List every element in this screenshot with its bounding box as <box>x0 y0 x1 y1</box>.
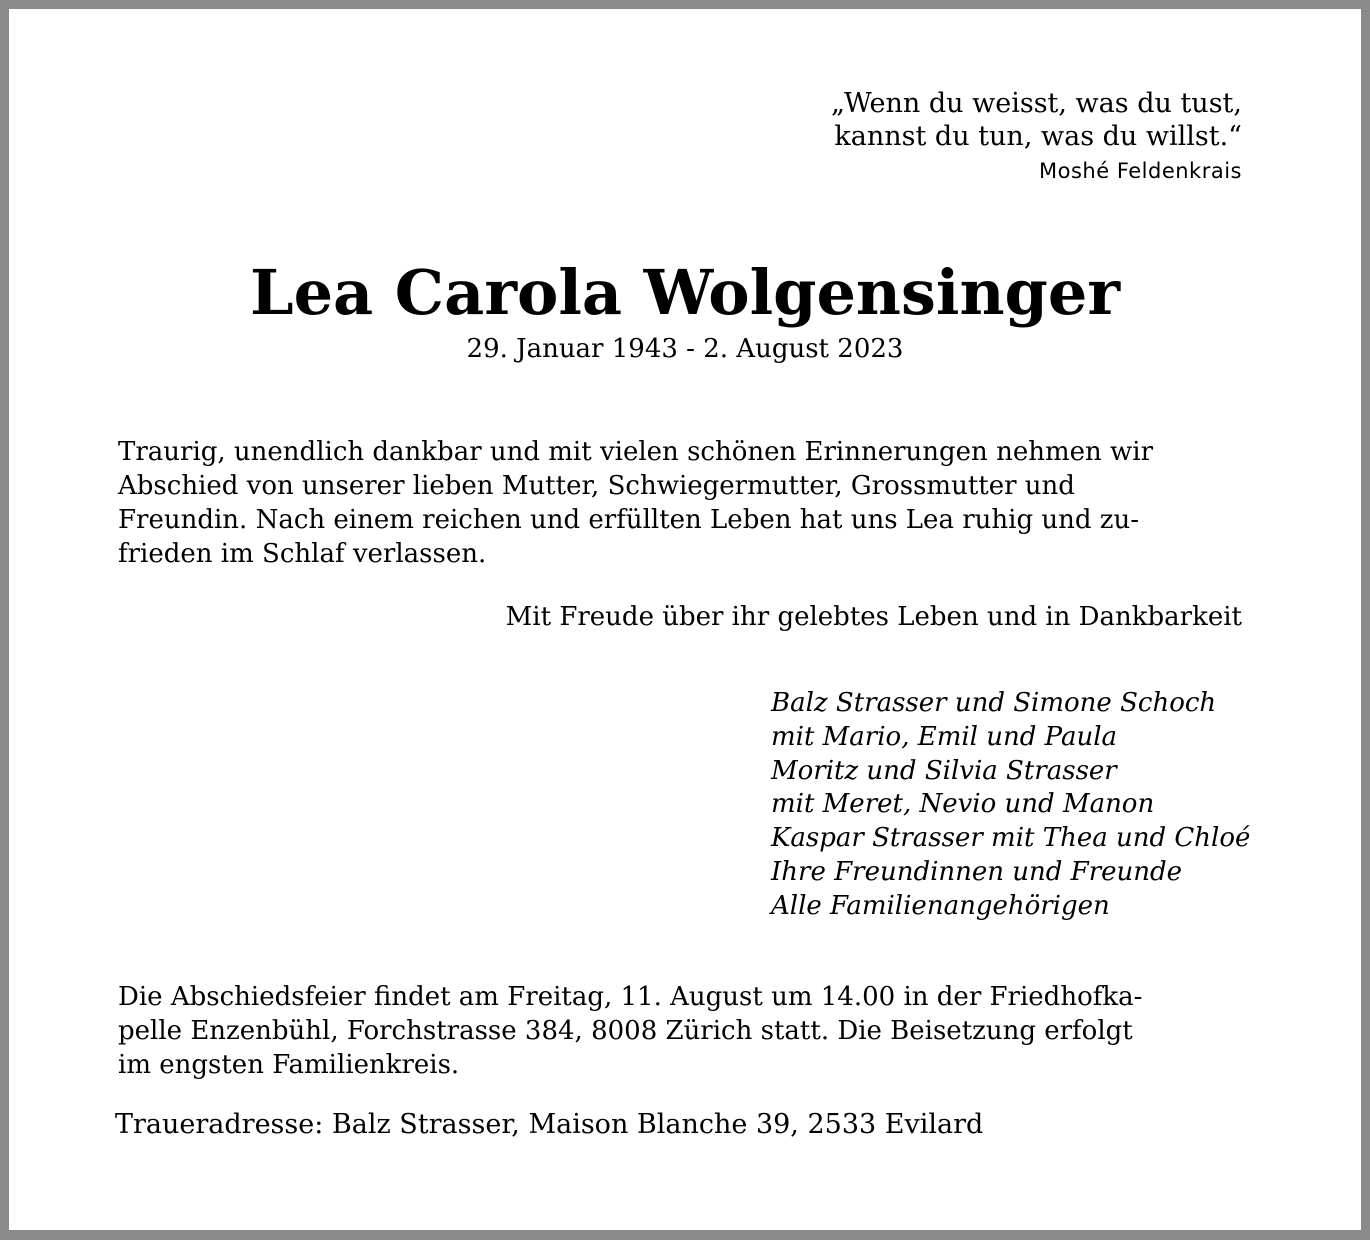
intro-line: Freundin. Nach einem reichen und erfüllten Leben hat uns Lea ruhig und zu- <box>118 505 1139 535</box>
quote-author: Moshé Feldenkrais <box>1039 159 1242 183</box>
quote-line: „Wenn du weisst, was du tust, <box>830 88 1242 119</box>
quote-line: kannst du tun, was du willst.“ <box>834 121 1242 152</box>
mourner-line: Moritz und Silvia Strasser <box>771 755 1117 786</box>
intro-line: frieden im Schlaf verlassen. <box>118 539 487 569</box>
epigraph-quote <box>831 87 1242 153</box>
mourner-line: Balz Strasser und Simone Schoch <box>771 688 1217 718</box>
life-dates: 29. Januar 1943 - 2. August 2023 <box>466 334 904 364</box>
intro-line: Traurig, unendlich dankbar und mit vielen schönen Erinnerungen nehmen wir <box>118 437 1153 467</box>
ceremony-paragraph <box>118 980 1142 1082</box>
mourners-list <box>771 687 1250 924</box>
ceremony-line: Die Abschiedsfeier findet am Freitag, 11. August um 14.00 in der Friedhofka- <box>118 982 1143 1012</box>
mourner-line: mit Meret, Nevio und Manon <box>771 789 1155 820</box>
ceremony-line: pelle Enzenbühl, Forchstrasse 384, 8008 Zürich statt. Die Beisetzung erfolgt <box>118 1016 1133 1046</box>
mourner-line: mit Mario, Emil und Paula <box>771 721 1118 752</box>
deceased-name: Lea Carola Wolgensinger <box>250 256 1120 329</box>
mourning-address: Traueradresse: Balz Strasser, Maison Blanche 39, 2533 Evilard <box>115 1109 984 1140</box>
mourner-line: Ihre Freundinnen und Freunde <box>771 856 1183 887</box>
mourner-line: Kaspar Strasser mit Thea und Chloé <box>771 823 1251 854</box>
obituary-page <box>9 9 1361 1230</box>
mourner-line: Alle Familienangehörigen <box>771 890 1110 921</box>
ceremony-line: im engsten Familienkreis. <box>118 1050 460 1080</box>
gratitude-line: Mit Freude über ihr gelebtes Leben und in Dankbarkeit <box>505 602 1242 632</box>
intro-paragraph <box>118 435 1258 571</box>
intro-line: Abschied von unserer lieben Mutter, Schwiegermutter, Grossmutter und <box>118 471 1075 501</box>
